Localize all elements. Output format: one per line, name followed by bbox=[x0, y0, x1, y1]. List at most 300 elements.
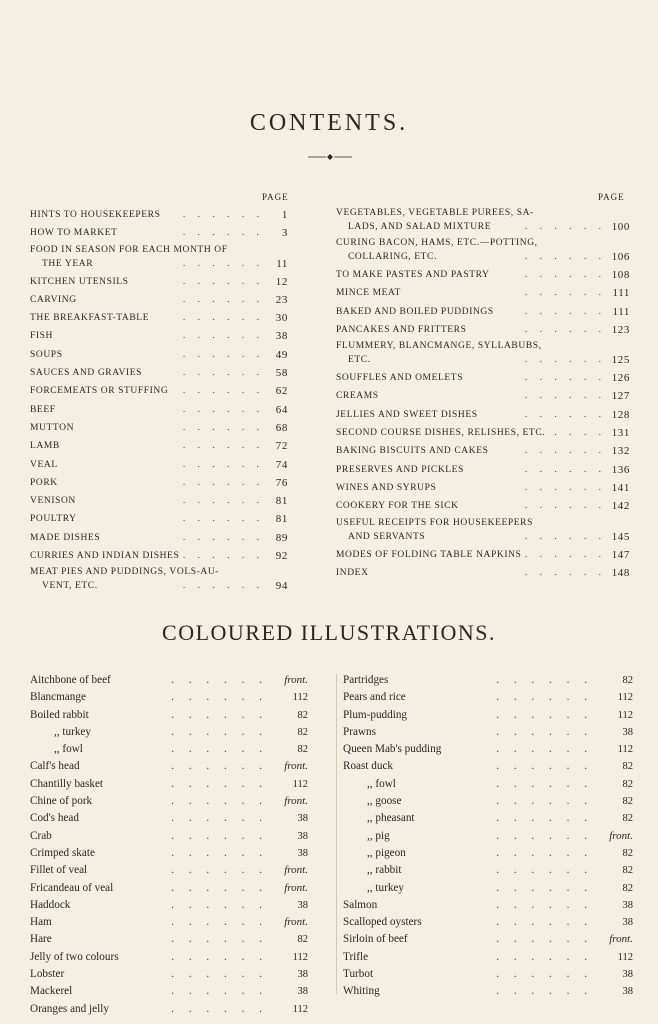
illustration-title: Whiting bbox=[343, 985, 380, 998]
toc-entry-title: BAKED AND BOILED PUDDINGS bbox=[336, 306, 494, 317]
toc-entry-title-cont: LADS, AND SALAD MIXTURE bbox=[348, 222, 492, 232]
toc-entry-title: VENISON bbox=[30, 496, 76, 507]
toc-entry bbox=[30, 456, 288, 474]
contents-list-left bbox=[30, 206, 288, 595]
leader-dots: . . . . . . bbox=[171, 674, 268, 686]
toc-page-number: 106 bbox=[611, 251, 630, 263]
illustration-page: 112 bbox=[617, 709, 633, 721]
leader-dots: . . . . . . bbox=[524, 464, 606, 475]
leader-dots: . . . . . . bbox=[182, 294, 264, 305]
toc-page-number: 111 bbox=[612, 305, 630, 318]
illustration-entry bbox=[30, 810, 308, 827]
illustration-title: Cod's head bbox=[30, 812, 79, 825]
toc-entry-title: MINCE MEAT bbox=[336, 288, 401, 299]
toc-page-number: 62 bbox=[275, 385, 288, 398]
illustration-page: 82 bbox=[622, 761, 633, 773]
illustration-page: 112 bbox=[292, 951, 308, 963]
illustration-page: 38 bbox=[297, 969, 308, 981]
illustration-entry bbox=[343, 793, 633, 810]
illustration-title: Sirloin of beef bbox=[343, 933, 408, 946]
illustration-title: ,, fowl bbox=[54, 743, 83, 756]
illustration-page: 112 bbox=[292, 692, 308, 704]
toc-entry bbox=[336, 303, 630, 321]
toc-entry bbox=[336, 516, 630, 546]
toc-page-number: 23 bbox=[275, 293, 288, 306]
toc-page-number: 92 bbox=[275, 550, 288, 563]
leader-dots: . . . . . . bbox=[171, 881, 268, 894]
toc-page-number: 108 bbox=[611, 269, 630, 281]
divider-ornament-icon bbox=[308, 153, 352, 161]
toc-entry bbox=[336, 284, 630, 302]
illustration-title: Aitchbone of beef bbox=[30, 674, 111, 686]
toc-entry-title: THE BREAKFAST-TABLE bbox=[30, 313, 150, 324]
illustration-title: ,, pig bbox=[367, 829, 390, 842]
toc-page-number: 147 bbox=[611, 548, 630, 561]
toc-entry bbox=[30, 206, 288, 224]
illustration-entry bbox=[30, 1001, 308, 1018]
leader-dots: . . . . . . bbox=[182, 496, 264, 507]
illustration-page: 82 bbox=[622, 847, 633, 859]
toc-page-number: 72 bbox=[275, 440, 288, 453]
toc-entry bbox=[30, 474, 288, 492]
toc-entry-title: CREAMS bbox=[336, 391, 379, 402]
illustration-entry bbox=[343, 689, 633, 706]
toc-entry-title: SAUCES AND GRAVIES bbox=[30, 368, 142, 379]
illustration-entry bbox=[343, 949, 633, 966]
leader-dots: . . . . . . bbox=[182, 404, 264, 415]
illustration-title: Chantilly basket bbox=[30, 777, 104, 790]
illustration-page: front. bbox=[284, 864, 308, 877]
illustration-title: Hare bbox=[30, 933, 52, 946]
toc-page-number: 148 bbox=[611, 566, 630, 579]
leader-dots: . . . . . . bbox=[496, 777, 593, 790]
toc-page-number: 132 bbox=[611, 445, 630, 458]
illustration-page: 38 bbox=[622, 969, 633, 981]
leader-dots: . . . . . . bbox=[171, 846, 268, 859]
leader-dots: . . . . . . bbox=[524, 355, 606, 366]
toc-entry bbox=[336, 424, 630, 442]
toc-entry bbox=[30, 510, 288, 528]
toc-entry bbox=[30, 364, 288, 382]
leader-dots: . . . . . . bbox=[496, 829, 593, 842]
illustration-page: front. bbox=[284, 916, 308, 929]
toc-entry bbox=[336, 369, 630, 387]
illustration-page: 112 bbox=[617, 951, 633, 963]
illustration-title: Queen Mab's pudding bbox=[343, 743, 442, 756]
illustration-title: Crab bbox=[30, 829, 52, 842]
toc-entry-title: KITCHEN UTENSILS bbox=[30, 276, 129, 287]
toc-page-number: 94 bbox=[275, 580, 288, 593]
toc-page-number: 145 bbox=[611, 530, 630, 543]
illustration-title: Ham bbox=[30, 916, 52, 929]
illustration-entry bbox=[343, 880, 633, 897]
toc-page-number: 128 bbox=[611, 408, 630, 421]
illustration-page: front. bbox=[609, 933, 633, 946]
illustration-entry bbox=[343, 914, 633, 931]
toc-page-number: 3 bbox=[281, 227, 288, 240]
illustration-entry bbox=[343, 862, 633, 879]
leader-dots: . . . . . . bbox=[182, 551, 264, 562]
column-divider bbox=[336, 674, 337, 994]
illustration-page: front. bbox=[284, 760, 308, 773]
leader-dots: . . . . . . bbox=[182, 313, 264, 324]
illustration-entry bbox=[30, 741, 308, 758]
leader-dots: . . . . . . bbox=[171, 760, 268, 773]
leader-dots: . . . . . . bbox=[496, 795, 593, 808]
illustration-entry bbox=[343, 845, 633, 862]
illustration-title: ,, turkey bbox=[367, 881, 404, 894]
leader-dots: . . . . . . bbox=[496, 916, 593, 929]
toc-entry bbox=[336, 564, 630, 582]
leader-dots: . . . . . . bbox=[182, 514, 264, 525]
leader-dots: . . . . . . bbox=[171, 725, 268, 738]
toc-entry bbox=[30, 309, 288, 327]
leader-dots: . . . . . . bbox=[171, 968, 268, 981]
illustration-title: Oranges and jelly bbox=[30, 1002, 109, 1015]
toc-entry-title: SECOND COURSE DISHES, RELISHES, ETC. bbox=[336, 428, 546, 439]
illustration-page: 38 bbox=[297, 813, 308, 825]
toc-entry bbox=[336, 546, 630, 564]
leader-dots: . . . . . . bbox=[524, 324, 606, 335]
toc-entry-title: VEGETABLES, VEGETABLE PUREES, SA- bbox=[336, 208, 534, 218]
leader-dots: . . . . . . bbox=[182, 441, 264, 452]
illustration-title: Lobster bbox=[30, 968, 65, 981]
illustrations-list-right bbox=[343, 672, 633, 1001]
toc-entry-title: TO MAKE PASTES AND PASTRY bbox=[336, 270, 490, 280]
page-column-header-right: PAGE bbox=[598, 192, 625, 202]
leader-dots: . . . . . . bbox=[496, 864, 593, 877]
illustration-page: 112 bbox=[617, 692, 633, 704]
illustration-title: Partridges bbox=[343, 674, 389, 686]
toc-entry-title: CURING BACON, HAMS, ETC.—POTTING, bbox=[336, 238, 538, 248]
leader-dots: . . . . . . bbox=[171, 916, 268, 929]
toc-page-number: 12 bbox=[275, 275, 288, 288]
leader-dots: . . . . . . bbox=[171, 795, 268, 808]
toc-entry-title: SOUPS bbox=[30, 349, 63, 360]
illustration-entry bbox=[30, 949, 308, 966]
illustration-page: 82 bbox=[622, 865, 633, 877]
toc-page-number: 49 bbox=[275, 348, 288, 361]
toc-entry-title: JELLIES AND SWEET DISHES bbox=[336, 409, 478, 420]
illustration-entry bbox=[343, 724, 633, 741]
leader-dots: . . . . . . bbox=[524, 501, 606, 512]
toc-page-number: 89 bbox=[275, 531, 288, 544]
leader-dots: . . . . . . bbox=[182, 368, 264, 379]
illustration-entry bbox=[30, 776, 308, 793]
leader-dots: . . . . . . bbox=[171, 708, 268, 721]
illustration-page: 38 bbox=[297, 830, 308, 842]
illustration-entry bbox=[343, 983, 633, 1000]
illustration-title: Haddock bbox=[30, 898, 71, 911]
illustration-entry bbox=[30, 724, 308, 741]
leader-dots: . . . . . . bbox=[496, 881, 593, 894]
toc-page-number: 100 bbox=[611, 221, 630, 233]
leader-dots: . . . . . . bbox=[182, 331, 264, 342]
toc-entry-title: PRESERVES AND PICKLES bbox=[336, 464, 464, 475]
page-title: CONTENTS. bbox=[249, 110, 409, 136]
leader-dots: . . . . . . bbox=[171, 950, 268, 963]
leader-dots: . . . . . . bbox=[182, 532, 264, 543]
illustration-entry bbox=[343, 741, 633, 758]
toc-entry-title: MODES OF FOLDING TABLE NAPKINS bbox=[336, 549, 522, 560]
toc-entry bbox=[336, 266, 630, 284]
toc-entry-title: BEEF bbox=[30, 404, 56, 415]
illustration-entry bbox=[30, 983, 308, 1000]
toc-entry-title: INDEX bbox=[336, 567, 369, 578]
illustration-title: Crimped skate bbox=[30, 846, 95, 859]
leader-dots: . . . . . . bbox=[182, 210, 264, 220]
toc-page-number: 64 bbox=[275, 403, 288, 416]
toc-page-number: 74 bbox=[275, 458, 288, 471]
toc-entry bbox=[30, 565, 288, 595]
illustration-page: 112 bbox=[292, 778, 308, 790]
illustration-entry bbox=[30, 914, 308, 931]
toc-entry-title: FORCEMEATS OR STUFFING bbox=[30, 386, 169, 397]
leader-dots: . . . . . . bbox=[496, 985, 593, 998]
illustration-entry bbox=[30, 672, 308, 689]
illustration-page: 38 bbox=[297, 847, 308, 859]
toc-entry-title: MADE DISHES bbox=[30, 532, 101, 543]
toc-page-number: 111 bbox=[612, 287, 630, 300]
toc-entry-title: PORK bbox=[30, 477, 58, 488]
illustration-page: 82 bbox=[297, 934, 308, 946]
illustration-entry bbox=[30, 897, 308, 914]
illustration-title: ,, pigeon bbox=[367, 846, 406, 859]
illustration-title: Blancmange bbox=[30, 691, 86, 704]
toc-page-number: 81 bbox=[275, 513, 288, 526]
toc-entry bbox=[30, 419, 288, 437]
toc-entry bbox=[30, 529, 288, 547]
illustration-entry bbox=[343, 707, 633, 724]
toc-entry-title: COOKERY FOR THE SICK bbox=[336, 501, 459, 512]
toc-page-number: 131 bbox=[611, 427, 630, 440]
leader-dots: . . . . . . bbox=[182, 422, 264, 433]
illustration-page: 82 bbox=[622, 813, 633, 825]
illustration-entry bbox=[30, 931, 308, 948]
illustration-title: Chine of pork bbox=[30, 795, 93, 808]
illustration-page: 82 bbox=[297, 709, 308, 721]
toc-entry bbox=[336, 206, 630, 236]
illustration-title: Fricandeau of veal bbox=[30, 881, 114, 894]
leader-dots: . . . . . . bbox=[182, 258, 264, 269]
toc-entry bbox=[30, 346, 288, 364]
illustration-page: front. bbox=[284, 795, 308, 808]
toc-page-number: 142 bbox=[611, 500, 630, 513]
toc-entry-title: CARVING bbox=[30, 294, 77, 305]
illustration-entry bbox=[343, 931, 633, 948]
illustration-title: ,, pheasant bbox=[367, 812, 415, 825]
leader-dots: . . . . . . bbox=[182, 581, 264, 592]
contents-list-right bbox=[336, 206, 630, 582]
illustration-page: 82 bbox=[297, 726, 308, 738]
toc-entry-title: LAMB bbox=[30, 441, 60, 452]
toc-entry-title: MEAT PIES AND PUDDINGS, VOLS-AU- bbox=[30, 567, 220, 578]
toc-page-number: 38 bbox=[275, 330, 288, 343]
leader-dots: . . . . . . bbox=[496, 950, 593, 963]
toc-page-number: 30 bbox=[275, 312, 288, 325]
toc-entry-title: HOW TO MARKET bbox=[30, 228, 118, 239]
toc-entry-title: MUTTON bbox=[30, 422, 75, 433]
leader-dots: . . . . . . bbox=[524, 482, 606, 493]
toc-page-number: 58 bbox=[275, 367, 288, 380]
leader-dots: . . . . . . bbox=[182, 477, 264, 488]
leader-dots: . . . . . . bbox=[524, 270, 606, 280]
toc-entry-title: WINES AND SYRUPS bbox=[336, 482, 437, 493]
illustration-title: Plum-pudding bbox=[343, 708, 408, 721]
leader-dots: . . . . . . bbox=[496, 743, 593, 756]
leader-dots: . . . . . . bbox=[524, 252, 606, 262]
toc-page-number: 125 bbox=[611, 354, 630, 367]
toc-entry bbox=[30, 437, 288, 455]
illustration-entry bbox=[30, 758, 308, 775]
illustration-title: Calf's head bbox=[30, 760, 80, 773]
illustration-entry bbox=[343, 897, 633, 914]
leader-dots: . . . . . . bbox=[496, 968, 593, 981]
leader-dots: . . . . . . bbox=[182, 459, 264, 470]
toc-entry bbox=[30, 492, 288, 510]
toc-entry bbox=[336, 387, 630, 405]
illustration-entry bbox=[343, 672, 633, 689]
toc-page-number: 76 bbox=[275, 476, 288, 489]
leader-dots: . . . . . . bbox=[182, 276, 264, 287]
toc-entry bbox=[336, 442, 630, 460]
illustration-title: Prawns bbox=[343, 725, 376, 738]
leader-dots: . . . . . . bbox=[524, 391, 606, 402]
illustration-page: front. bbox=[284, 881, 308, 894]
illustrations-heading: COLOURED ILLUSTRATIONS. bbox=[162, 620, 496, 645]
illustration-entry bbox=[343, 966, 633, 983]
illustration-page: 38 bbox=[622, 917, 633, 929]
leader-dots: . . . . . . bbox=[524, 288, 606, 299]
illustration-entry bbox=[30, 793, 308, 810]
toc-entry bbox=[30, 273, 288, 291]
illustration-entry bbox=[343, 810, 633, 827]
illustration-page: 112 bbox=[617, 744, 633, 756]
toc-page-number: 1 bbox=[281, 209, 288, 221]
leader-dots: . . . . . . bbox=[171, 777, 268, 790]
toc-entry-title: HINTS TO HOUSEKEEPERS bbox=[30, 210, 161, 220]
illustration-page: front. bbox=[609, 829, 633, 842]
toc-entry bbox=[336, 339, 630, 369]
illustration-title: Boiled rabbit bbox=[30, 708, 89, 721]
toc-entry bbox=[30, 547, 288, 565]
illustration-entry bbox=[30, 689, 308, 706]
illustration-title: Pears and rice bbox=[343, 691, 406, 704]
illustration-title: Mackerel bbox=[30, 985, 73, 998]
toc-page-number: 141 bbox=[611, 481, 630, 494]
toc-page-number: 136 bbox=[611, 463, 630, 476]
leader-dots: . . . . . . bbox=[496, 674, 593, 686]
toc-entry-title: USEFUL RECEIPTS FOR HOUSEKEEPERS bbox=[336, 517, 533, 528]
toc-page-number: 11 bbox=[276, 257, 288, 270]
toc-entry bbox=[30, 401, 288, 419]
toc-entry bbox=[336, 236, 630, 266]
illustration-title: ,, turkey bbox=[54, 725, 91, 738]
illustration-entry bbox=[343, 758, 633, 775]
illustration-entry bbox=[30, 862, 308, 879]
toc-page-number: 81 bbox=[275, 495, 288, 508]
toc-entry bbox=[30, 327, 288, 345]
leader-dots: . . . . . . bbox=[182, 386, 264, 397]
page-column-header-left: PAGE bbox=[262, 192, 289, 202]
toc-page-number: 127 bbox=[611, 390, 630, 403]
toc-entry-title: CURRIES AND INDIAN DISHES bbox=[30, 551, 180, 562]
illustration-page: 38 bbox=[622, 726, 633, 738]
leader-dots: . . . . . . bbox=[524, 567, 606, 578]
illustration-entry bbox=[343, 828, 633, 845]
illustration-page: 38 bbox=[622, 986, 633, 998]
illustration-page: 82 bbox=[297, 744, 308, 756]
leader-dots: . . . . . . bbox=[524, 306, 606, 317]
toc-entry-title-cont: THE YEAR bbox=[42, 258, 94, 269]
illustration-page: 38 bbox=[297, 899, 308, 911]
illustration-title: ,, goose bbox=[367, 795, 402, 808]
toc-entry-title: VEAL bbox=[30, 459, 58, 470]
leader-dots: . . . . . . bbox=[171, 898, 268, 911]
leader-dots: . . . . . . bbox=[524, 373, 606, 384]
toc-entry bbox=[336, 479, 630, 497]
leader-dots: . . . . . . bbox=[496, 846, 593, 859]
illustrations-list-left bbox=[30, 672, 308, 1018]
leader-dots: . . . . . . bbox=[171, 933, 268, 946]
leader-dots: . . . . . . bbox=[171, 1002, 268, 1015]
toc-page-number: 123 bbox=[611, 323, 630, 336]
illustration-page: 38 bbox=[622, 899, 633, 911]
illustration-page: 82 bbox=[622, 882, 633, 894]
toc-page-number: 68 bbox=[275, 421, 288, 434]
leader-dots: . . . . . . bbox=[524, 549, 606, 560]
toc-entry bbox=[336, 321, 630, 339]
leader-dots: . . . . . . bbox=[524, 446, 606, 457]
toc-entry bbox=[30, 382, 288, 400]
leader-dots: . . . . . . bbox=[524, 409, 606, 420]
leader-dots: . . . . . . bbox=[496, 725, 593, 738]
illustration-title: Turbot bbox=[343, 968, 374, 981]
leader-dots: . . . . . . bbox=[171, 864, 268, 877]
toc-entry-title: SOUFFLES AND OMELETS bbox=[336, 373, 464, 384]
toc-entry-title-cont: VENT, ETC. bbox=[42, 581, 98, 592]
leader-dots: . . . . . . bbox=[171, 743, 268, 756]
toc-entry bbox=[336, 461, 630, 479]
leader-dots: . . . . . . bbox=[496, 898, 593, 911]
leader-dots: . . . . . . bbox=[524, 222, 606, 232]
toc-entry bbox=[30, 243, 288, 273]
illustration-page: 38 bbox=[297, 986, 308, 998]
toc-entry-title: POULTRY bbox=[30, 514, 77, 525]
illustration-title: Salmon bbox=[343, 898, 378, 911]
toc-entry-title-cont: COLLARING, ETC. bbox=[348, 252, 437, 262]
toc-entry-title-cont: AND SERVANTS bbox=[348, 531, 426, 542]
leader-dots: . . . . . . bbox=[496, 760, 593, 773]
illustration-title: Trifle bbox=[343, 950, 369, 963]
leader-dots: . . . . . . bbox=[182, 349, 264, 360]
illustration-title: Fillet of veal bbox=[30, 864, 88, 877]
illustration-entry bbox=[30, 707, 308, 724]
toc-page-number: 126 bbox=[611, 372, 630, 385]
leader-dots: . . . . . . bbox=[171, 985, 268, 998]
toc-entry-title-cont: ETC. bbox=[348, 355, 371, 366]
illustration-entry bbox=[30, 828, 308, 845]
toc-entry bbox=[336, 406, 630, 424]
illustration-page: 82 bbox=[622, 796, 633, 808]
illustration-title: ,, fowl bbox=[367, 777, 396, 790]
leader-dots: . . . . . . bbox=[171, 812, 268, 825]
leader-dots: . . . . . . bbox=[496, 812, 593, 825]
leader-dots: . . . . . . bbox=[171, 829, 268, 842]
toc-entry-title: FLUMMERY, BLANCMANGE, SYLLABUBS, bbox=[336, 341, 542, 352]
leader-dots: . . . . . . bbox=[496, 691, 593, 704]
toc-entry bbox=[30, 291, 288, 309]
